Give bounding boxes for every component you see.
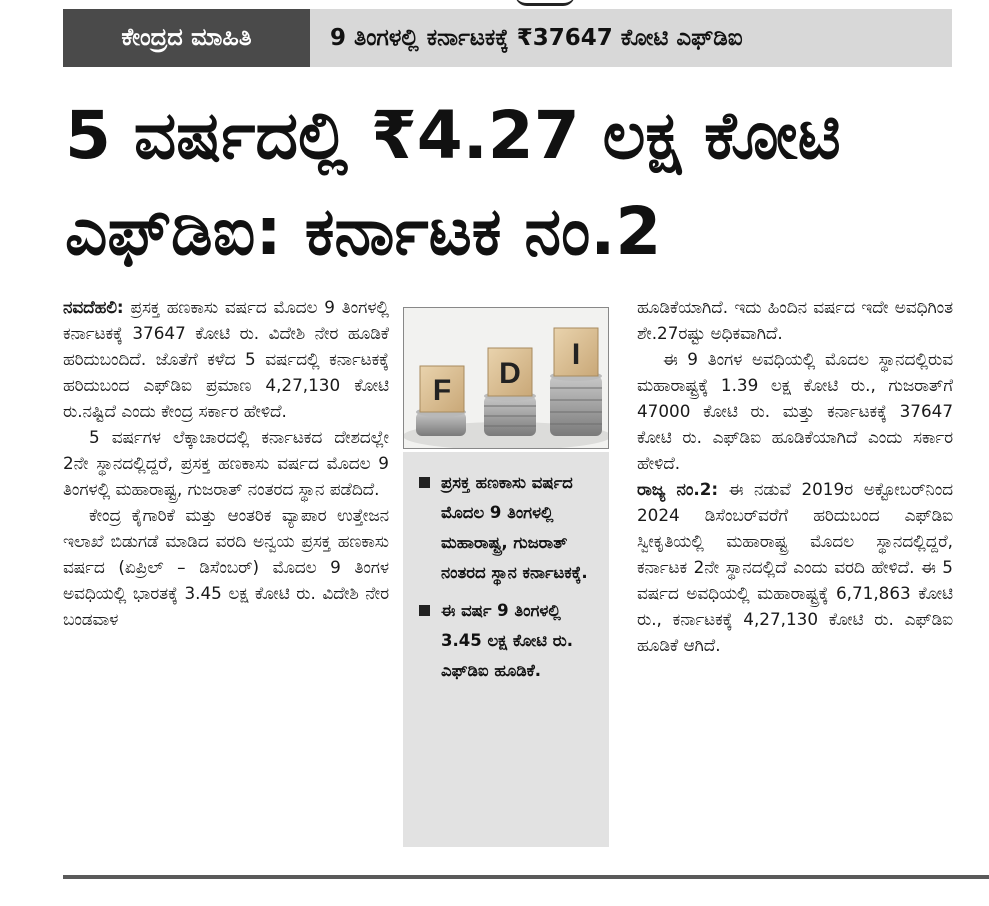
paragraph-text: ಈ ನಡುವೆ 2019ರ ಅಕ್ಟೋಬರ್‌ನಿಂದ 2024 ಡಿಸೆಂಬರ್‌ವರೆಗೆ ಹರಿದುಬಂದ ಎಫ್‌ಡಿಐ ಸ್ವೀಕೃತಿಯಲ್ಲಿ ಮಹಾರಾಷ್ಟ್ರ ಮೊದಲ ಸ್ಥಾನದಲ್ಲಿದ್ದರೆ, ಕರ್ನಾಟಕ 2ನೇ ಸ್ಥಾನದಲ್ಲಿದೆ ಎಂದು ವರದಿ ಹೇಳಿದೆ. ಈ 5 ವರ್ಷದ ಅವಧಿಯಲ್ಲಿ ಮಹಾರಾಷ್ಟ್ರಕ್ಕೆ 6,71,863 ಕೋಟಿ ರು., ಕರ್ನಾಟಕಕ್ಕೆ 4,27,130 ಕೋಟಿ ರು. ಎಫ್‌ಡಿಐ ಹೂಡಿಕೆ ಆಗಿದೆ. xyxy=(637,479,954,655)
article-paragraph: 5 ವರ್ಷಗಳ ಲೆಕ್ಕಾಚಾರದಲ್ಲಿ ಕರ್ನಾಟಕದ ದೇಶದಲ್ಲೇ 2ನೇ ಸ್ಥಾನದಲ್ಲಿದ್ದರೆ, ಪ್ರಸಕ್ತ ಹಣಕಾಸು ವರ್ಷದ ಮೊದಲ 9 ತಿಂಗಳಲ್ಲಿ ಮಹಾರಾಷ್ಟ್ರ, ಗುಜರಾತ್ ನಂತರದ ಸ್ಥಾನ ಪಡೆದಿದೆ. xyxy=(63,427,389,499)
square-bullet-icon xyxy=(419,605,430,616)
section-tag: ಕೇಂದ್ರದ ಮಾಹಿತಿ xyxy=(63,9,310,67)
cube-letter: D xyxy=(499,357,521,390)
highlight-item xyxy=(417,468,597,588)
headline-line-2: ಎಫ್‌ಡಿಐ: ಕರ್ನಾಟಕ ನಂ.2 xyxy=(65,193,662,270)
article-paragraph xyxy=(63,294,389,424)
kicker-line: 9 ತಿಂಗಳಲ್ಲಿ ಕರ್ನಾಟಕಕ್ಕೆ ₹37647 ಕೋಟಿ ಎಫ್‌ಡಿಐ xyxy=(310,9,952,67)
dateline: ನವದೆಹಲಿ: xyxy=(63,297,124,317)
fdi-cubes-illustration xyxy=(404,308,609,449)
coin-stack-middle xyxy=(484,391,536,436)
highlights-list xyxy=(417,468,597,686)
highlight-item xyxy=(417,596,597,686)
cube-d xyxy=(488,348,532,396)
article-paragraph: ಹೂಡಿಕೆಯಾಗಿದೆ. ಇದು ಹಿಂದಿನ ವರ್ಷದ ಇದೇ ಅವಧಿಗಿಂತ ಶೇ.27ರಷ್ಟು ಅಧಿಕವಾಗಿದೆ. xyxy=(637,297,953,343)
square-bullet-icon xyxy=(419,477,430,488)
cube-i xyxy=(554,328,598,376)
headline-line-1: 5 ವರ್ಷದಲ್ಲಿ ₹4.27 ಲಕ್ಷ ಕೋಟಿ xyxy=(65,97,841,174)
bottom-rule xyxy=(63,875,989,879)
paragraph-text: ಪ್ರಸಕ್ತ ಹಣಕಾಸು ವರ್ಷದ ಮೊದಲ 9 ತಿಂಗಳಲ್ಲಿ ಕರ್ನಾಟಕಕ್ಕೆ 37647 ಕೋಟಿ ರು. ವಿದೇಶಿ ನೇರ ಹೂಡಿಕೆ ಹರಿದುಬಂದಿದೆ. ಜೊತೆಗೆ ಕಳೆದ 5 ವರ್ಷದಲ್ಲಿ ಕರ್ನಾಟಕಕ್ಕೆ ಹರಿದುಬಂದ ಎಫ್‌ಡಿಐ ಪ್ರಮಾಣ 4,27,130 ಕೋಟಿ ರು.ನಷ್ಟಿದೆ ಎಂದು ಕೇಂದ್ರ ಸರ್ಕಾರ ಹೇಳಿದೆ. xyxy=(63,297,389,421)
article-paragraph: ಈ 9 ತಿಂಗಳ ಅವಧಿಯಲ್ಲಿ ಮೊದಲ ಸ್ಥಾನದಲ್ಲಿರುವ ಮಹಾರಾಷ್ಟ್ರಕ್ಕೆ 1.39 ಲಕ್ಷ ಕೋಟಿ ರು., ಗುಜರಾತ್‌ಗೆ 47000 ಕೋಟಿ ರು. ಮತ್ತು ಕರ್ನಾಟಕಕ್ಕೆ 37647 ಕೋಟಿ ರು. ಎಫ್‌ಡಿಐ ಹೂಡಿಕೆಯಾಗಿದೆ ಎಂದು ಸರ್ಕಾರ ಹೇಳಿದೆ. xyxy=(637,349,953,473)
fdi-cubes-photo xyxy=(403,307,609,449)
cut-glyph-remnant xyxy=(515,0,575,6)
article-column-1 xyxy=(63,294,389,632)
cube-f xyxy=(420,366,464,412)
article-column-3 xyxy=(637,294,953,658)
top-edge-remnant xyxy=(0,0,989,8)
headline xyxy=(65,88,955,280)
coin-stack-right xyxy=(550,371,602,436)
article-paragraph xyxy=(637,476,953,658)
highlight-text: ಪ್ರಸಕ್ತ ಹಣಕಾಸು ವರ್ಷದ ಮೊದಲ 9 ತಿಂಗಳಲ್ಲಿ ಮಹಾರಾಷ್ಟ್ರ, ಗುಜರಾತ್ ನಂತರದ ಸ್ಥಾನ ಕರ್ನಾಟಕಕ್ಕೆ. xyxy=(441,473,588,582)
highlights-box xyxy=(403,452,609,847)
subhead: ರಾಜ್ಯ ನಂ.2: xyxy=(637,479,719,499)
section-header-band xyxy=(63,9,952,67)
article-paragraph: ಕೇಂದ್ರ ಕೈಗಾರಿಕೆ ಮತ್ತು ಆಂತರಿಕ ವ್ಯಾಪಾರ ಉತ್ತೇಜನ ಇಲಾಖೆ ಬಿಡುಗಡೆ ಮಾಡಿದ ವರದಿ ಅನ್ವಯ ಪ್ರಸಕ್ತ ಹಣಕಾಸು ವರ್ಷದ (ಏಪ್ರಿಲ್ – ಡಿಸೆಂಬರ್) ಮೊದಲ 9 ತಿಂಗಳ ಅವಧಿಯಲ್ಲಿ ಭಾರತಕ್ಕೆ 3.45 ಲಕ್ಷ ಕೋಟಿ ರು. ವಿದೇಶಿ ನೇರ ಬಂಡವಾಳ xyxy=(63,505,389,629)
cube-letter: F xyxy=(432,374,452,407)
highlight-text: ಈ ವರ್ಷ 9 ತಿಂಗಳಲ್ಲಿ 3.45 ಲಕ್ಷ ಕೋಟಿ ರು. ಎಫ್‌ಡಿಐ ಹೂಡಿಕೆ. xyxy=(441,601,573,680)
cube-letter: I xyxy=(571,338,581,371)
